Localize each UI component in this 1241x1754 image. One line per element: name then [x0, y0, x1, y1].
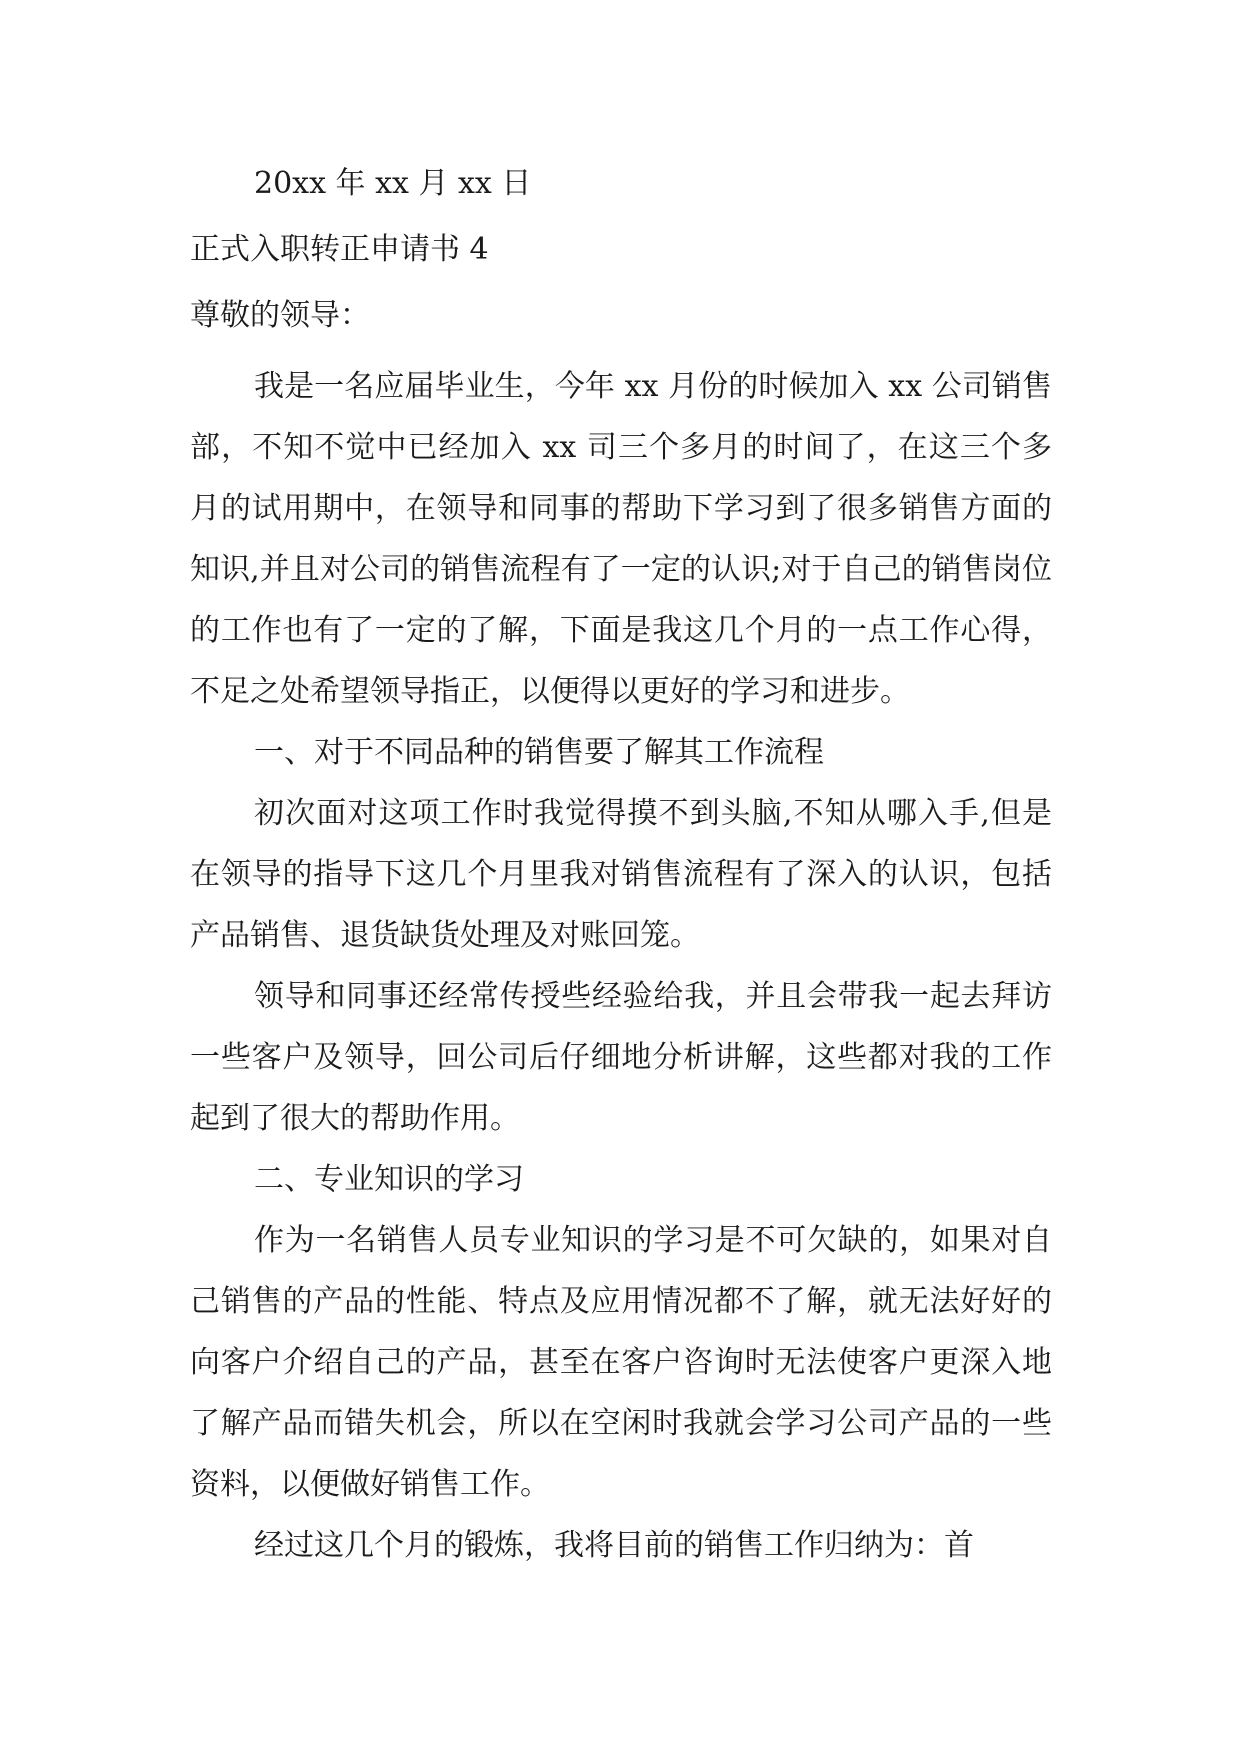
body-paragraph: 作为一名销售人员专业知识的学习是不可欠缺的，如果对自己销售的产品的性能、特点及应用情况都不了解，就无法好好的向客户介绍自己的产品，甚至在客户咨询时无法使客户更深入地了解产品而错失机会，所以在空闲时我就会学习公司产品的一些资料，以便做好销售工作。 [190, 1223, 1052, 1502]
document-title: 正式入职转正申请书 4 [190, 232, 489, 267]
body-paragraph: 初次面对这项工作时我觉得摸不到头脑,不知从哪入手,但是在领导的指导下这几个月里我对销售流程有了深入的认识，包括产品销售、退货缺货处理及对账回笼。 [190, 796, 1052, 953]
document-date: 20xx 年 xx 月 xx 日 [254, 166, 532, 201]
salutation: 尊敬的领导： [190, 298, 370, 333]
document-page [190, 158, 1052, 1576]
body-paragraph: 领导和同事还经常传授些经验给我，并且会带我一起去拜访一些客户及领导，回公司后仔细地分析讲解，这些都对我的工作起到了很大的帮助作用。 [190, 979, 1052, 1136]
body-paragraph: 经过这几个月的锻炼，我将目前的销售工作归纳为：首 [254, 1528, 974, 1563]
section-heading: 二、专业知识的学习 [254, 1162, 524, 1197]
body-paragraph: 我是一名应届毕业生，今年 xx 月份的时候加入 xx 公司销售部，不知不觉中已经加入 xx 司三个多月的时间了，在这三个多月的试用期中，在领导和同事的帮助下学习到了很多销售方面的知识,并且对公司的销售流程有了一定的认识;对于自己的销售岗位的工作也有了一定的了解，下面是我这几个月的一点工作心得，不足之处希望领导指正，以便得以更好的学习和进步。 [190, 369, 1052, 709]
section-heading: 一、对于不同品种的销售要了解其工作流程 [254, 735, 824, 770]
